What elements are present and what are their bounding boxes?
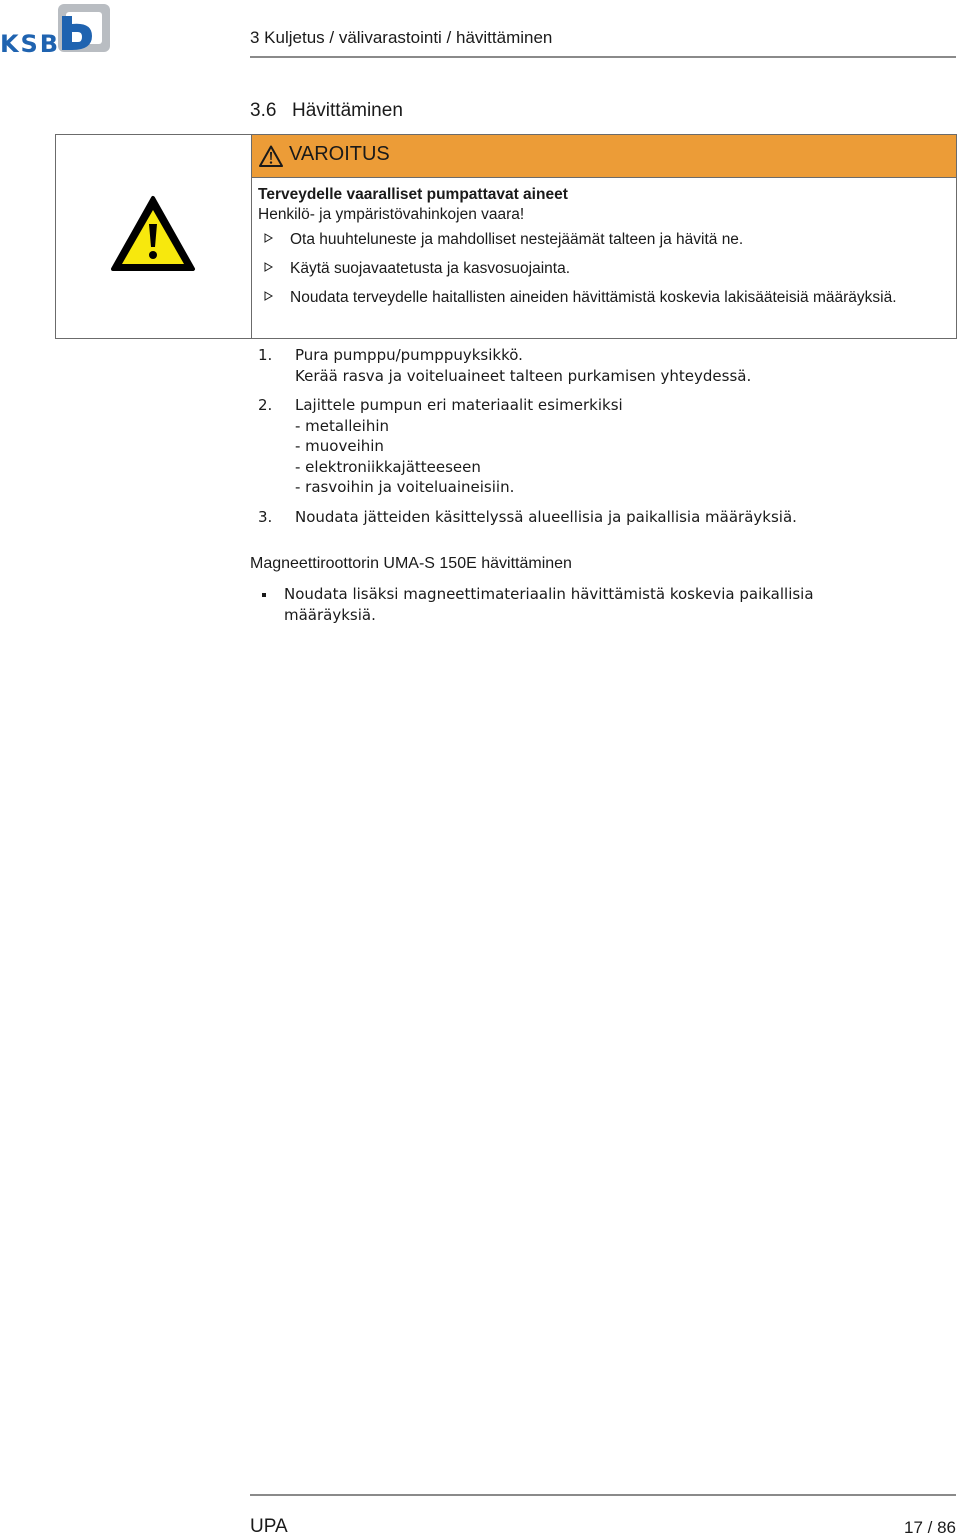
subsection-bullets (262, 584, 902, 625)
step-2: 2. Lajittele pumpun eri materiaalit esimerkiksi - metalleihin - muoveihin - elektroniikkajätteeseen - rasvoihin ja voiteluaineisiin. (258, 396, 623, 496)
step-1: 1. Pura pumppu/pumppuyksikkö. Kerää rasva ja voiteluaineet talteen purkamisen yhteydessä. (258, 346, 752, 385)
warning-triangle-icon (110, 195, 196, 273)
section-title: Hävittäminen (292, 100, 403, 121)
triangle-right-icon (264, 262, 273, 272)
warning-content (258, 185, 948, 317)
warning-label: VAROITUS (289, 143, 390, 165)
warning-header (252, 135, 956, 178)
bullet-item: Noudata lisäksi magneettimateriaalin hävittämistä koskevia paikallisia määräyksiä. (262, 584, 902, 625)
triangle-right-icon (264, 291, 273, 301)
step-number: 3. (258, 507, 273, 526)
hazard-title: Terveydelle vaaralliset pumpattavat aineet (258, 186, 568, 203)
step-number: 2. (258, 396, 273, 414)
page-number: 17 / 86 (904, 1518, 956, 1537)
disposal-steps (258, 345, 938, 536)
warning-box (55, 134, 957, 339)
svg-text:KSB: KSB (0, 30, 58, 54)
warning-symbol-cell (56, 135, 252, 338)
bullet-square-icon (262, 593, 266, 597)
header-title: 3 Kuljetus / välivarastointi / hävittäminen (250, 28, 553, 47)
hazard-consequence: Henkilö- ja ympäristövahinkojen vaara! (258, 206, 525, 223)
triangle-right-icon (264, 233, 273, 243)
action-item: Ota huuhteluneste ja mahdolliset nestejäämät talteen ja hävitä ne. (258, 230, 948, 250)
warning-actions (258, 230, 948, 308)
header-divider (250, 56, 956, 58)
footer-divider (250, 1494, 956, 1496)
step-number: 1. (258, 346, 273, 364)
step-3: 3. Noudata jätteiden käsittelyssä alueellisia ja paikallisia määräyksiä. (258, 507, 797, 526)
warning-small-icon (259, 145, 283, 167)
section-heading (250, 100, 403, 122)
action-item: Noudata terveydelle haitallisten aineiden hävittämistä koskevia lakisääteisiä määräyksiä. (258, 288, 948, 308)
ksb-logo (0, 2, 112, 54)
action-item: Käytä suojavaatetusta ja kasvosuojainta. (258, 259, 948, 279)
footer-product: UPA (250, 1516, 288, 1537)
subsection-title: Magneettiroottorin UMA-S 150E hävittäminen (250, 555, 572, 572)
section-number: 3.6 (250, 100, 277, 121)
